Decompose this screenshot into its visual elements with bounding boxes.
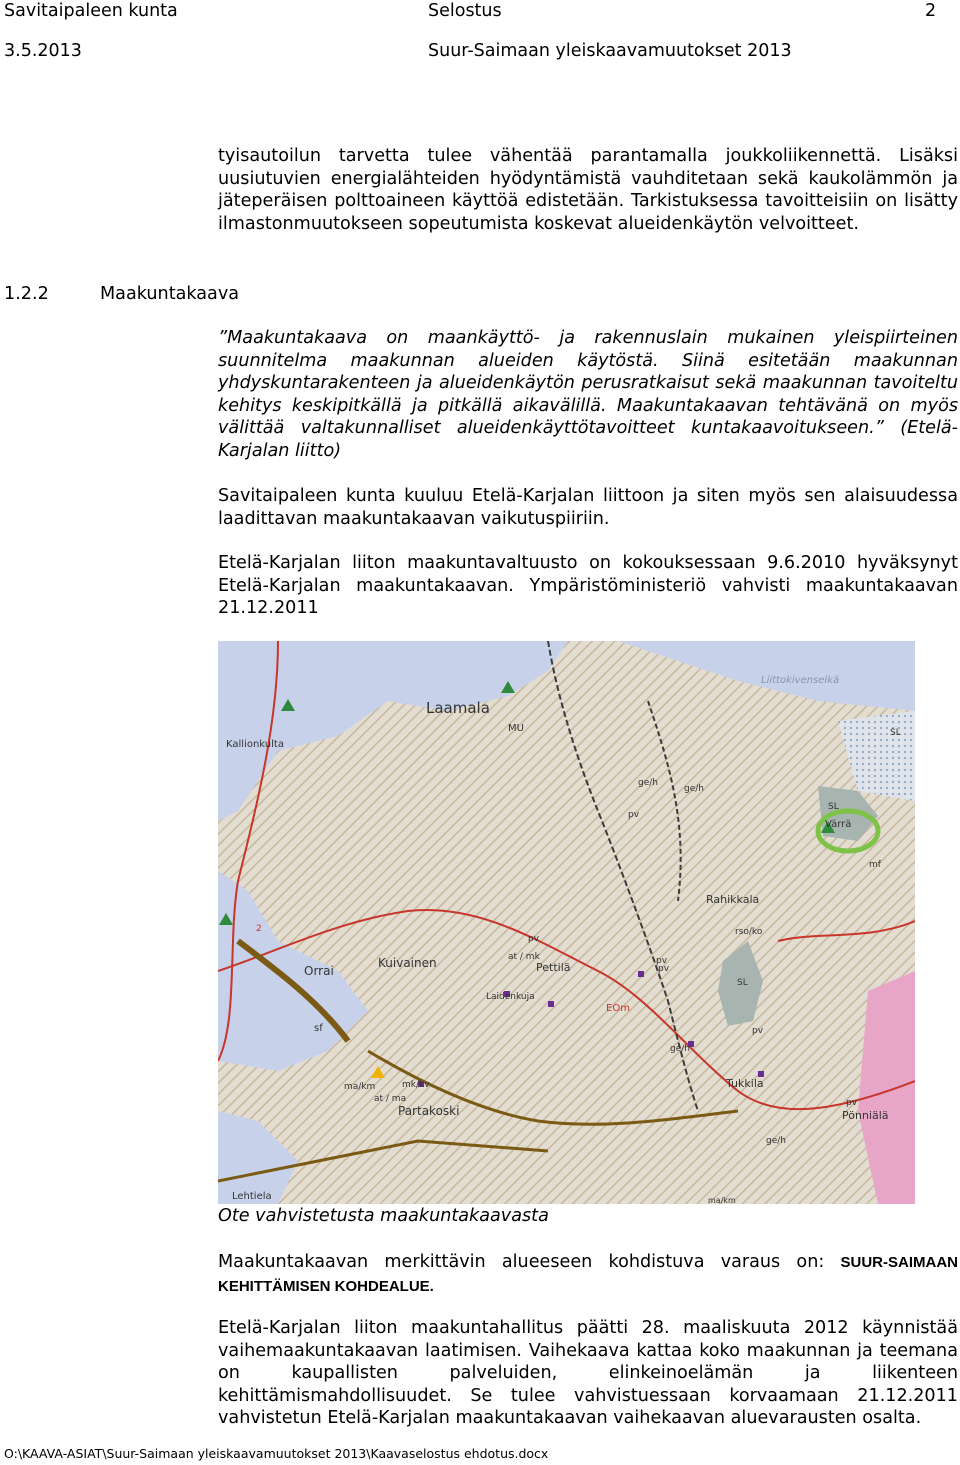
header-doc-type: Selostus — [428, 1, 502, 21]
section-number: 1.2.2 — [4, 284, 49, 304]
paragraph-4: Etelä-Karjalan liiton maakuntahallitus päätti 28. maaliskuuta 2012 käynnistää vaihemaakuntakaavan laatimisen. Vaihekaava kattaa koko maakunnan ja teemana on kaupallisten palveluiden, elinkeinoelämän ja liikenteen kehittämismahdollisuudet. Se tulee vahvistuessaan korvaamaan 21.12.2011 vahvistetun Etelä-Karjalan maakuntakaavan vaihekaavan aluevarausten osalta. — [218, 1318, 958, 1428]
map-label-pv4: pv — [752, 1026, 764, 1036]
paragraph-3 — [218, 1251, 958, 1298]
map-label-sl3: SL — [737, 978, 748, 988]
header-org: Savitaipaleen kunta — [4, 1, 178, 21]
map-label-pettila: Pettilä — [536, 961, 571, 974]
map-label-pv5: pv — [846, 1098, 858, 1108]
map-label-pv1: pv — [628, 810, 640, 820]
regional-plan-map — [218, 641, 915, 1204]
map-label-sf: sf — [314, 1023, 323, 1034]
quote-source: (Etelä-Karjalan liitto) — [218, 418, 958, 461]
map-label-laamala: Laamala — [426, 699, 490, 717]
map-label-varra: Värrä — [825, 819, 852, 830]
map-label-mf: mf — [869, 860, 881, 870]
map-label-mkkv: mk/kv — [402, 1080, 430, 1090]
section-heading — [4, 283, 239, 305]
map-label-laidenkuja: Laidenkuja — [486, 992, 535, 1002]
map-label-eom: EOm — [606, 1003, 630, 1014]
map-label-numpv: pv — [658, 964, 670, 974]
quote-paragraph — [218, 327, 958, 462]
map-label-pv3: pv — [528, 934, 540, 944]
map-label-ponniala: Pönniälä — [842, 1109, 889, 1122]
quote-text: ”Maakuntakaava on maankäyttö- ja rakennuslain mukainen yleispiirteinen suunnitelma maakunnan alueiden käytöstä. Siinä esitetään maakunnan yhdyskuntarakenteen ja alueidenkäytön perusratkaisut sekä maakunnan tavoiteltu kehitys keskipitkällä ja pitkällä aikavälillä. Maakuntakaavan tehtävänä on myös välittää valtakunnalliset alueidenkäyttötavoitteet kuntakaavoitukseen.” — [218, 328, 958, 438]
paragraph-3-text: Maakuntakaavan merkittävin alueeseen kohdistuva varaus on: — [218, 1252, 825, 1272]
map-label-pv2: pv — [656, 956, 668, 966]
map-label-rsolko: rso/ko — [735, 927, 763, 937]
map-label-mu: MU — [508, 723, 524, 734]
section-title: Maakuntakaava — [100, 284, 240, 304]
map-label-kallionkulta: Kallionkulta — [226, 739, 284, 750]
map-label-liittokivenselka: Liittokivenselkä — [761, 675, 840, 686]
map-label-rahikkala: Rahikkala — [706, 893, 760, 906]
map-label-mamk: ma/km — [344, 1082, 376, 1092]
header-page-number: 2 — [925, 1, 937, 21]
map-label-gelh3: ge/h — [766, 1136, 786, 1146]
footer-path: O:\KAAVA-ASIAT\Suur-Saimaan yleiskaavamuutokset 2013\Kaavaselostus ehdotus.docx — [4, 1446, 549, 1461]
paragraph-3-bold: SUUR-SAIMAAN KEHITTÄMISEN KOHDEALUE. — [218, 1254, 958, 1295]
map-label-sl1: SL — [890, 728, 901, 738]
map-label-atma: at / ma — [374, 1094, 407, 1104]
paragraph-1: Savitaipaleen kunta kuuluu Etelä-Karjalan liittoon ja siten myös sen alaisuudessa laadittavan maakuntakaavan vaikutuspiiriin. — [218, 486, 958, 529]
map-label-mamk2: ma/km — [708, 1196, 736, 1204]
map-label-atmk: at / mk — [508, 952, 540, 962]
header-date: 3.5.2013 — [4, 41, 82, 61]
map-label-gemh: ge/h — [670, 1044, 690, 1054]
map-label-num2: 2 — [256, 924, 262, 934]
paragraph-2: Etelä-Karjalan liiton maakuntavaltuusto on kokouksessaan 9.6.2010 hyväksynyt Etelä-Karjalan maakuntakaavan. Ympäristöministeriö vahvisti maakuntakaavan 21.12.2011 — [218, 553, 958, 618]
map-label-tukkila: Tukkila — [726, 1077, 764, 1090]
map-label-lehtiela: Lehtiela — [232, 1191, 272, 1202]
map-label-sl2: SL — [828, 802, 839, 812]
map-label-gelh1: ge/h — [638, 778, 658, 788]
map-label-gelh2: ge/h — [684, 784, 704, 794]
intro-paragraph: tyisautoilun tarvetta tulee vähentää parantamalla joukkoliikennettä. Lisäksi uusiutuvien energialähteiden hyödyntämistä vauhditetaan sekä kaukolämmön ja jäteperäisen polttoaineen käyttöä edistetään. Tarkistuksessa tavoitteisiin on lisätty ilmastonmuutokseen sopeutumista koskevat alueidenkäytön velvoitteet. — [218, 146, 958, 234]
map-caption: Ote vahvistetusta maakuntakaavasta — [218, 1206, 549, 1226]
header-project: Suur-Saimaan yleiskaavamuutokset 2013 — [428, 41, 792, 61]
map-label-partakoski: Partakoski — [398, 1104, 460, 1118]
map-label-orrai: Orrai — [304, 964, 334, 978]
map-label-kuivainen: Kuivainen — [378, 956, 437, 970]
